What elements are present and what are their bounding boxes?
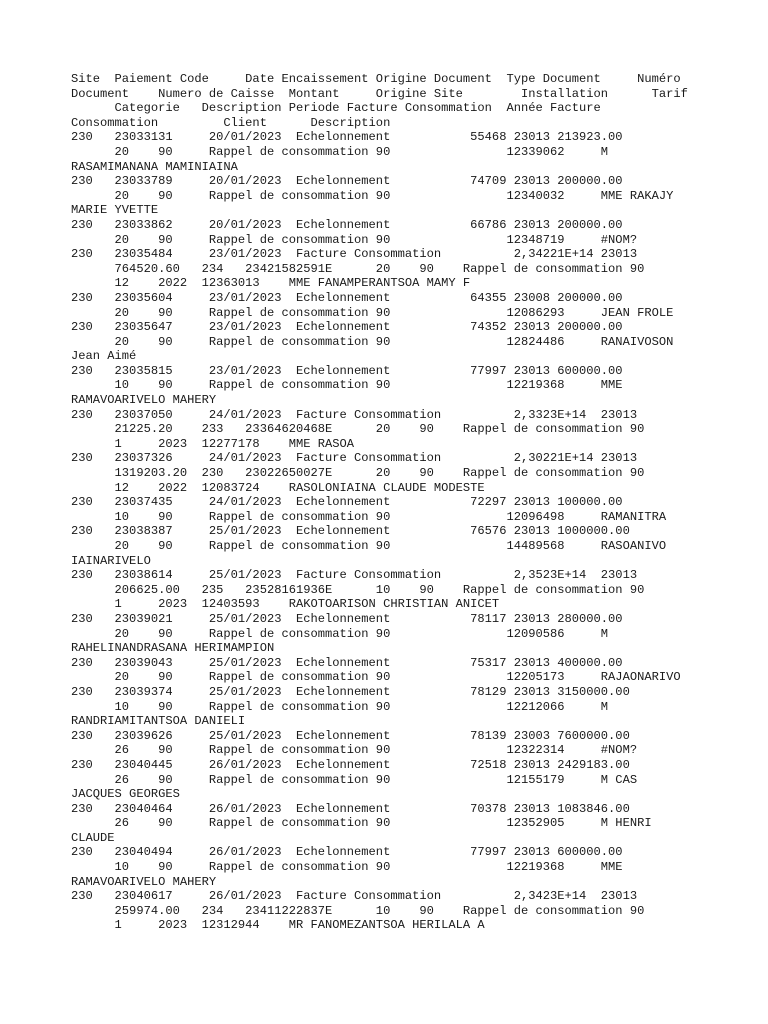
record-line: 206625.00 235 23528161936E 10 90 Rappel de consommation 90 [71, 582, 645, 597]
record-line: RASAMIMANANA MAMINIAINA [71, 159, 238, 174]
record-line: 230 23035604 23/01/2023 Echelonnement 64355 23008 200000.00 [71, 290, 623, 305]
record-line: 764520.60 234 23421582591E 20 90 Rappel de consommation 90 [71, 261, 645, 276]
record-line: 230 23040494 26/01/2023 Echelonnement 77997 23013 600000.00 [71, 845, 623, 860]
record-line: 20 90 Rappel de consommation 90 12205173 RAJAONARIVO [71, 670, 681, 685]
record-line: 259974.00 234 23411222837E 10 90 Rappel de consommation 90 [71, 903, 645, 918]
record-line: RAMAVOARIVELO MAHERY [71, 874, 217, 889]
record-line: 20 90 Rappel de consommation 90 12339062 M [71, 144, 609, 159]
record-line: 26 90 Rappel de consommation 90 12322314 #NOM? [71, 743, 638, 758]
record-line: 230 23040617 26/01/2023 Facture Consommation 2,3423E+14 23013 [71, 889, 638, 904]
record-line: 230 23037326 24/01/2023 Facture Consommation 2,30221E+14 23013 [71, 451, 638, 466]
header-line: Consommation Client Description [71, 115, 391, 130]
record-line: 20 90 Rappel de consommation 90 12090586 M [71, 626, 609, 641]
record-line: 12 2022 12363013 MME FANAMPERANTSOA MAMY F [71, 276, 471, 291]
record-line: 20 90 Rappel de consommation 90 12824486 RANAIVOSON [71, 334, 674, 349]
record-line: 10 90 Rappel de consommation 90 12219368 MME [71, 378, 623, 393]
record-line: 10 90 Rappel de consommation 90 12219368 MME [71, 860, 623, 875]
record-line: CLAUDE [71, 830, 115, 845]
record-line: 230 23038387 25/01/2023 Echelonnement 76576 23013 1000000.00 [71, 524, 630, 539]
record-line: 230 23037435 24/01/2023 Echelonnement 72297 23013 100000.00 [71, 495, 623, 510]
record-line: 1 2023 12403593 RAKOTOARISON CHRISTIAN ANICET [71, 597, 500, 612]
record-line: MARIE YVETTE [71, 203, 159, 218]
record-line: 20 90 Rappel de consommation 90 12340032 MME RAKAJY [71, 188, 674, 203]
record-line: 26 90 Rappel de consommation 90 12352905 M HENRI [71, 816, 652, 831]
record-line: 20 90 Rappel de consommation 90 12348719 #NOM? [71, 232, 638, 247]
record-line: 230 23035815 23/01/2023 Echelonnement 77997 23013 600000.00 [71, 363, 623, 378]
record-line: 20 90 Rappel de consommation 90 14489568 RASOANIVO [71, 539, 667, 553]
record-line: 10 90 Rappel de consommation 90 12212066 M [71, 699, 609, 714]
record-line: 230 23035647 23/01/2023 Echelonnement 74352 23013 200000.00 [71, 320, 623, 335]
record-line: 10 90 Rappel de consommation 90 12096498 RAMANITRA [71, 509, 667, 524]
record-line: 230 23039021 25/01/2023 Echelonnement 78117 23013 280000.00 [71, 611, 623, 626]
record-line: 230 23035484 23/01/2023 Facture Consommation 2,34221E+14 23013 [71, 247, 638, 262]
document-page [71, 72, 751, 933]
record-line: 230 23038614 25/01/2023 Facture Consommation 2,3523E+14 23013 [71, 568, 638, 583]
record-line: RANDRIAMITANTSOA DANIELI [71, 714, 246, 729]
record-line: 230 23040464 26/01/2023 Echelonnement 70378 23013 1083846.00 [71, 801, 630, 816]
header-line: Document Numero de Caisse Montant Origine Site Installation Tarif [71, 86, 688, 101]
record-line: Jean Aimé [71, 349, 137, 364]
record-line: 230 23039043 25/01/2023 Echelonnement 75317 23013 400000.00 [71, 655, 623, 670]
record-line: 1 2023 12277178 MME RASOA [71, 436, 355, 451]
record-line: 230 23040445 26/01/2023 Echelonnement 72518 23013 2429183.00 [71, 757, 630, 772]
record-line: 20 90 Rappel de consommation 90 12086293 JEAN FROLE [71, 305, 674, 320]
record-line: RAMAVOARIVELO MAHERY [71, 393, 217, 408]
record-line: 230 23033862 20/01/2023 Echelonnement 66786 23013 200000.00 [71, 217, 623, 232]
record-line: 230 23033131 20/01/2023 Echelonnement 55468 23013 213923.00 [71, 130, 623, 145]
record-line: 1319203.20 230 23022650027E 20 90 Rappel de consommation 90 [71, 466, 645, 481]
header-line: Site Paiement Code Date Encaissement Origine Document Type Document Numéro [71, 72, 681, 86]
record-line: 230 23039626 25/01/2023 Echelonnement 78139 23003 7600000.00 [71, 728, 630, 743]
record-line: 21225.20 233 23364620468E 20 90 Rappel de consommation 90 [71, 422, 645, 437]
header-line: Categorie Description Periode Facture Consommation Année Facture [71, 101, 601, 116]
record-line: RAHELINANDRASANA HERIMAMPION [71, 641, 275, 656]
record-line: IAINARIVELO [71, 553, 151, 568]
record-line: 1 2023 12312944 MR FANOMEZANTSOA HERILALA A [71, 918, 485, 933]
record-line: 26 90 Rappel de consommation 90 12155179 M CAS [71, 772, 638, 787]
record-line: 230 23033789 20/01/2023 Echelonnement 74709 23013 200000.00 [71, 174, 623, 189]
record-line: 230 23039374 25/01/2023 Echelonnement 78129 23013 3150000.00 [71, 684, 630, 699]
record-line: JACQUES GEORGES [71, 787, 180, 802]
record-line: 230 23037050 24/01/2023 Facture Consommation 2,3323E+14 23013 [71, 407, 638, 422]
record-line: 12 2022 12083724 RASOLONIAINA CLAUDE MODESTE [71, 480, 485, 495]
